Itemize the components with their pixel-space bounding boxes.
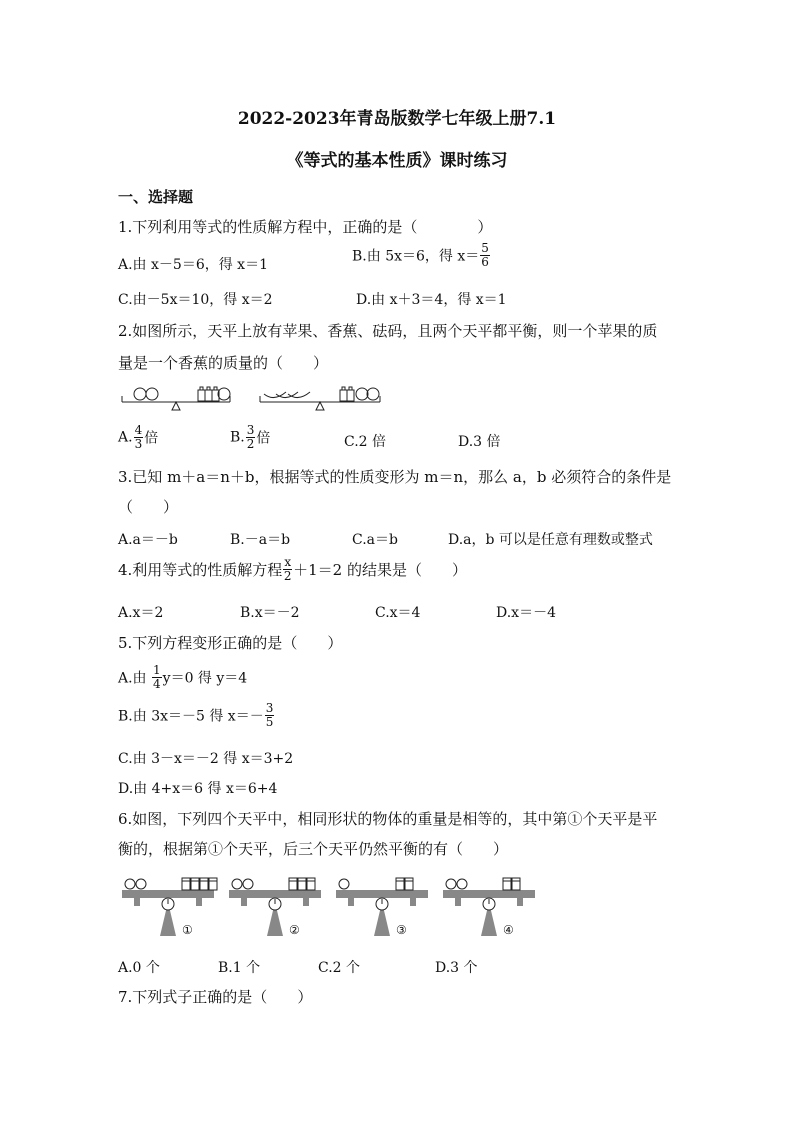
q2-option-b: [230, 424, 270, 451]
fraction-denominator: 2: [246, 437, 255, 451]
q6-option-b: B.1 个: [218, 960, 261, 976]
cylinder-icon: [512, 878, 520, 890]
q5-option-b-fraction: [265, 702, 275, 729]
balance-beam: [122, 890, 214, 898]
balance-number-label: ①: [182, 923, 193, 937]
balance-2: [260, 387, 380, 410]
q4-stem: [118, 556, 467, 583]
cylinder-icon: [191, 878, 199, 890]
q3-option-b: B.－a＝b: [230, 532, 291, 548]
q3-option-c: C.a＝b: [352, 532, 398, 548]
ball-icon: [243, 879, 253, 889]
q3-option-a: A.a＝－b: [118, 532, 178, 548]
q1-option-c: C.由－5x＝10，得 x＝2: [118, 292, 273, 308]
q2-option-a-unit: 倍: [144, 430, 159, 447]
fraction-numerator: 1: [153, 663, 161, 677]
q2-option-d: D.3 倍: [458, 434, 501, 450]
q2-balance-figure: [118, 380, 398, 412]
q5-option-c: C.由 3－x＝－2 得 x＝3+2: [118, 751, 294, 767]
q5-option-a-text: A.由: [118, 670, 152, 687]
fraction-numerator: x: [284, 555, 292, 569]
ball-icon: [125, 879, 135, 889]
q2-option-b-fraction: [246, 424, 256, 451]
q5-option-a: [118, 664, 247, 691]
balance-beam: [229, 890, 321, 898]
q4-option-b: B.x＝－2: [240, 605, 300, 621]
q5-option-d: D.由 4+x＝6 得 x＝6+4: [118, 781, 278, 797]
q2-option-a-label: A.: [118, 429, 133, 446]
q7-stem: 7.下列式子正确的是（ ）: [118, 988, 313, 1006]
cylinder-icon: [200, 878, 208, 890]
q6-option-c: C.2 个: [318, 960, 361, 976]
q6-stem-line-1: 6.如图，下列四个天平中，相同形状的物体的重量是相等的，其中第①个天平是平: [118, 810, 658, 828]
q2-option-c: C.2 倍: [344, 434, 387, 450]
q5-option-b-text: B.由 3x＝－5 得 x＝－: [118, 708, 264, 725]
q5-option-b: [118, 702, 275, 729]
balance-beam: [443, 890, 535, 898]
cylinder-icon: [298, 878, 306, 890]
cylinder-icon: [396, 878, 404, 890]
cylinder-icon: [182, 878, 190, 890]
q5-stem: 5.下列方程变形正确的是（ ）: [118, 634, 343, 652]
fraction-numerator: 5: [481, 241, 489, 255]
q2-option-b-unit: 倍: [256, 430, 271, 447]
q2-option-a-fraction: [134, 424, 144, 451]
ball-icon: [446, 879, 456, 889]
q5-option-a-fraction: [152, 664, 162, 691]
q4-option-a: A.x＝2: [118, 605, 164, 621]
q2-option-a: [118, 424, 158, 451]
q3-option-d: D.a，b 可以是任意有理数或整式: [448, 532, 653, 548]
ball-icon: [339, 879, 349, 889]
q1-stem: 1.下列利用等式的性质解方程中，正确的是（ ）: [118, 218, 493, 236]
q6-balances-figure: [120, 870, 540, 942]
cylinder-icon: [405, 878, 413, 890]
balance-number-label: ③: [396, 923, 407, 937]
title-line-2: 《等式的基本性质》课时练习: [286, 151, 508, 171]
apple-icon: [134, 388, 146, 400]
fraction-denominator: 4: [153, 677, 161, 691]
q5-option-a-text-end: y＝0 得 y＝4: [162, 670, 248, 687]
fraction-denominator: 6: [481, 255, 489, 269]
q1-option-b: [352, 242, 491, 269]
q4-stem-text-end: ＋1＝2 的结果是（ ）: [293, 561, 467, 579]
fraction-denominator: 2: [283, 569, 292, 583]
q1-option-a: A.由 x－5＝6，得 x＝1: [118, 257, 268, 273]
fraction-denominator: 3: [134, 437, 143, 451]
ball-icon: [457, 879, 467, 889]
title-line-1: 2022-2023年青岛版数学七年级上册7.1: [237, 109, 557, 129]
q4-stem-text: 4.利用等式的性质解方程: [118, 561, 283, 579]
cylinder-icon: [307, 878, 315, 890]
q4-option-c: C.x＝4: [375, 605, 421, 621]
apple-icon: [146, 388, 158, 400]
cylinder-icon: [289, 878, 297, 890]
ball-icon: [136, 879, 146, 889]
fraction-denominator: 5: [265, 715, 274, 729]
balance-beam: [336, 890, 428, 898]
balance-number-label: ④: [503, 923, 514, 937]
q2-stem-line-1: 2.如图所示，天平上放有苹果、香蕉、砝码，且两个天平都平衡，则一个苹果的质: [118, 322, 658, 340]
q1-option-b-fraction: [480, 242, 490, 269]
q1-option-b-text: B.由 5x＝6，得 x＝: [352, 248, 480, 265]
fraction-numerator: 4: [134, 423, 143, 437]
section-heading: 一、选择题: [118, 188, 194, 206]
q6-stem-line-2: 衡的，根据第①个天平，后三个天平仍然平衡的有（ ）: [118, 840, 509, 858]
fraction-numerator: 3: [265, 701, 274, 715]
q6-option-a: A.0 个: [118, 960, 160, 976]
q4-option-d: D.x＝－4: [496, 605, 556, 621]
cylinder-icon: [209, 878, 217, 890]
q2-stem-line-2: 量是一个香蕉的质量的（ ）: [118, 354, 329, 372]
q3-stem-line-2: （ ）: [118, 498, 179, 516]
q3-stem-line-1: 3.已知 m＋a＝n＋b，根据等式的性质变形为 m＝n，那么 a，b 必须符合的条件是: [118, 468, 672, 486]
ball-icon: [232, 879, 242, 889]
q1-option-d: D.由 x＋3＝4，得 x＝1: [356, 292, 507, 308]
fraction-numerator: 3: [246, 423, 255, 437]
balance-number-label: ②: [289, 923, 300, 937]
q6-option-d: D.3 个: [435, 960, 478, 976]
banana-icon: [264, 392, 286, 398]
q4-fraction: [283, 556, 292, 583]
balance-1: [122, 387, 230, 410]
cylinder-icon: [503, 878, 511, 890]
q2-option-b-label: B.: [230, 429, 245, 446]
